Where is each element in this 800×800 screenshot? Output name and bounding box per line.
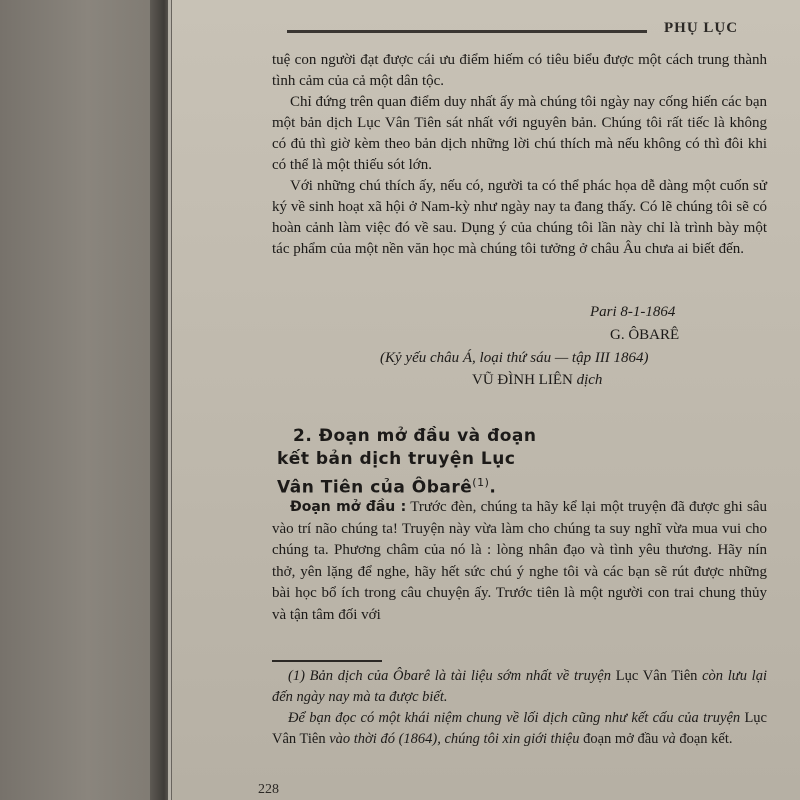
left-page: [0, 0, 160, 800]
footnote: [272, 666, 767, 750]
body-text: [272, 50, 767, 260]
opening-label: Đoạn mở đầu :: [290, 499, 407, 515]
section-heading: [277, 425, 537, 500]
book-page: [172, 0, 800, 800]
signature-translator: VŨ ĐÌNH LIÊN dịch: [472, 372, 603, 388]
heading-line-1: 2. Đoạn mở đầu và đoạn: [293, 426, 537, 446]
signature-source: (Kỷ yếu châu Á, loại thứ sáu — tập III 1864): [380, 350, 649, 366]
paragraph-1: tuệ con người đạt được cái ưu điểm hiếm có tiêu biểu được một cách trung thành tình cảm của cả một dân tộc.: [272, 52, 767, 89]
signature-author: G. ÔBARÊ: [610, 327, 680, 343]
running-header: PHỤ LỤC: [664, 20, 739, 36]
header-rule: [287, 30, 647, 33]
page-edge: [168, 0, 171, 800]
page-number: 228: [258, 782, 279, 797]
opening-text: Trước đèn, chúng ta hãy kể lại một truyện đã được ghi sâu vào trí não chúng ta! Truyện này vừa làm cho chúng ta suy nghĩ vừa mua vui cho chúng ta. Phương châm của nó là : lòng nhân đạo và tình yêu thương. Hãy nín thở, yên lặng để nghe, hãy hết sức chú ý nghe tôi và các bạn sẽ rút được những bài học bổ ích trong câu chuyện ấy. Trước tiên là một người con trai chung thủy và tận tâm đối với: [272, 499, 767, 623]
heading-line-2: kết bản dịch truyện Lục: [277, 449, 516, 469]
heading-line-3: Vân Tiên của Ôbarê$^{(1)}$.: [277, 476, 497, 498]
footnote-paragraph-1: (1) Bản dịch của Ôbarê là tài liệu sớm nhất về truyện Lục Vân Tiên còn lưu lại đến ngày nay mà ta được biết.: [272, 668, 767, 705]
paragraph-3: Với những chú thích ấy, nếu có, người ta có thể phác họa dễ dàng một cuốn sử ký về sinh hoạt xã hội ở Nam-kỳ như ngày nay ta đang thấy. Có lẽ chúng tôi sẽ có hoàn cảnh làm việc đó về sau. Dụng ý của chúng tôi lần này chỉ là trình bày một tác phẩm của một nền văn học mà chúng tôi tưởng ở châu Âu chưa ai biết đến.: [272, 178, 767, 257]
footnote-paragraph-2: Để bạn đọc có một khái niệm chung về lối dịch cũng như kết cấu của truyện Lục Vân Tiên vào thời đó (1864), chúng tôi xin giới thiệu đoạn mở đầu và đoạn kết.: [272, 710, 767, 747]
paragraph-2: Chỉ đứng trên quan điểm duy nhất ấy mà chúng tôi ngày nay cống hiến các bạn một bản dịch Lục Vân Tiên sát nhất với nguyên bản. Chúng tôi rất tiếc là không có đủ thì giờ kèm theo bản dịch những lời chú thích mà nếu không có thì đôi khi có thể là một thiếu sót lớn.: [272, 94, 767, 173]
footnote-rule: [272, 660, 382, 662]
opening-section-text: [272, 497, 767, 626]
signature-place-date: Pari 8-1-1864: [590, 304, 676, 320]
